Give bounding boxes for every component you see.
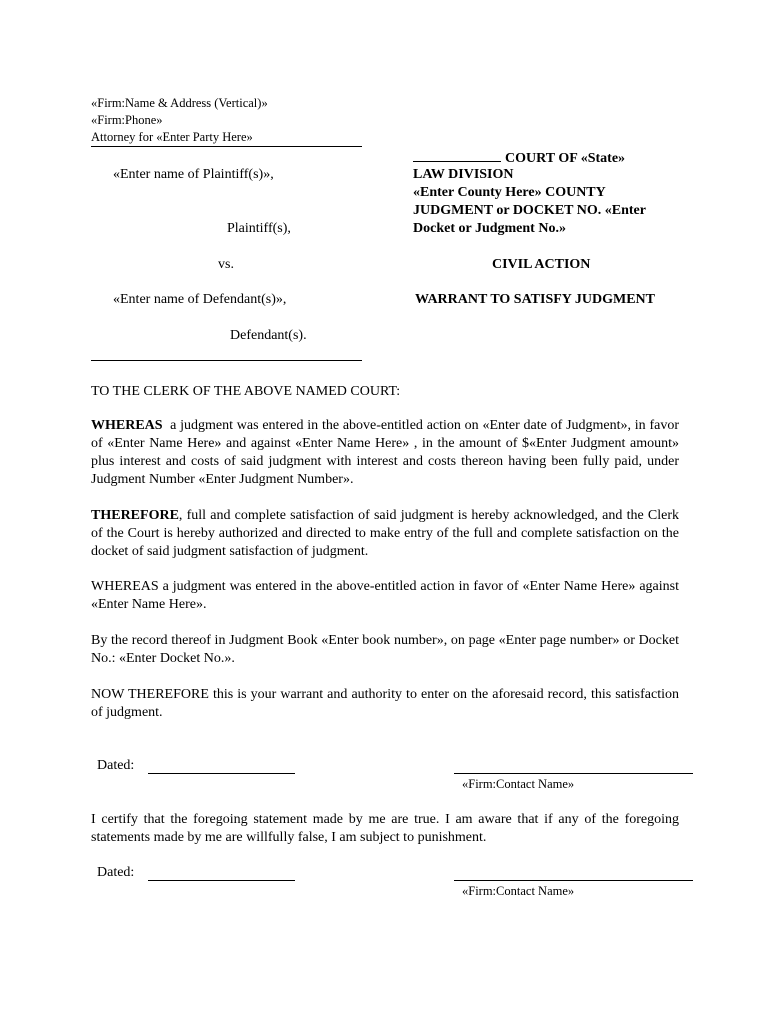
- paragraph-whereas-1: [91, 417, 683, 489]
- firm-contact-name-2: «Firm:Contact Name»: [462, 884, 575, 898]
- certification-statement: I certify that the foregoing statement made by me are true. I am aware that if any of the foregoing statements made by me are willfully false, I am subject to punishment.: [91, 812, 679, 845]
- paragraph-whereas-1-text: a judgment was entered in the above-entitled action on «Enter date of Judgment», in favor of «Enter Name Here» and against «Enter Name Here» , in the amount of $«Enter Judgment amount» plus interest and costs of said judgment with interest and costs thereon having been fully paid, under Judgment Number «Enter Judgment Number».: [91, 418, 683, 487]
- document-title: WARRANT TO SATISFY JUDGMENT: [415, 292, 655, 307]
- attorney-for: Attorney for «Enter Party Here»: [91, 130, 253, 144]
- date-signature-line-2[interactable]: [148, 880, 295, 881]
- dated-label-2: Dated:: [97, 865, 135, 880]
- contact-signature-line-2[interactable]: [454, 880, 693, 881]
- whereas-lead: WHEREAS: [91, 418, 163, 433]
- paragraph-whereas-2: WHEREAS a judgment was entered in the above-entitled action in favor of «Enter Name Here» against «Enter Name Here».: [91, 579, 679, 612]
- court-county: «Enter County Here» COUNTY: [413, 185, 606, 200]
- docket-number-line-2: Docket or Judgment No.»: [413, 221, 566, 236]
- court-division: LAW DIVISION: [413, 167, 514, 182]
- civil-action: CIVIL ACTION: [492, 257, 591, 272]
- firm-contact-name: «Firm:Contact Name»: [462, 777, 575, 791]
- paragraph-record: By the record thereof in Judgment Book «Enter book number», on page «Enter page number» or Docket No.: «Enter Docket No.».: [91, 633, 679, 666]
- docket-number-line-1: JUDGMENT or DOCKET NO. «Enter: [413, 203, 646, 218]
- defendant-label: Defendant(s).: [230, 328, 307, 343]
- dated-label: Dated:: [97, 758, 135, 773]
- header-rule: [91, 146, 362, 147]
- contact-signature-line[interactable]: [454, 773, 693, 774]
- caption-rule: [91, 360, 362, 361]
- firm-name-address: «Firm:Name & Address (Vertical)»: [91, 96, 268, 110]
- date-signature-line[interactable]: [148, 773, 295, 774]
- versus-text: vs.: [218, 257, 234, 272]
- court-of-state: COURT OF «State»: [505, 151, 626, 166]
- court-name-blank: [413, 149, 501, 162]
- paragraph-now-therefore: NOW THEREFORE this is your warrant and authority to enter on the aforesaid record, this satisfaction of judgment.: [91, 687, 679, 720]
- firm-phone: «Firm:Phone»: [91, 113, 163, 127]
- paragraph-therefore-text: , full and complete satisfaction of said judgment is hereby acknowledged, and the Clerk of the Court is hereby authorized and directed to make entry of the full and complete satisfaction on the docket of said judgment satisfaction of judgment.: [91, 508, 679, 559]
- plaintiff-name: «Enter name of Plaintiff(s)»,: [113, 167, 274, 182]
- plaintiff-label: Plaintiff(s),: [227, 221, 291, 236]
- paragraph-therefore: [91, 507, 679, 561]
- salutation: TO THE CLERK OF THE ABOVE NAMED COURT:: [91, 384, 401, 399]
- defendant-name: «Enter name of Defendant(s)»,: [113, 292, 287, 307]
- therefore-lead: THEREFORE: [91, 508, 179, 523]
